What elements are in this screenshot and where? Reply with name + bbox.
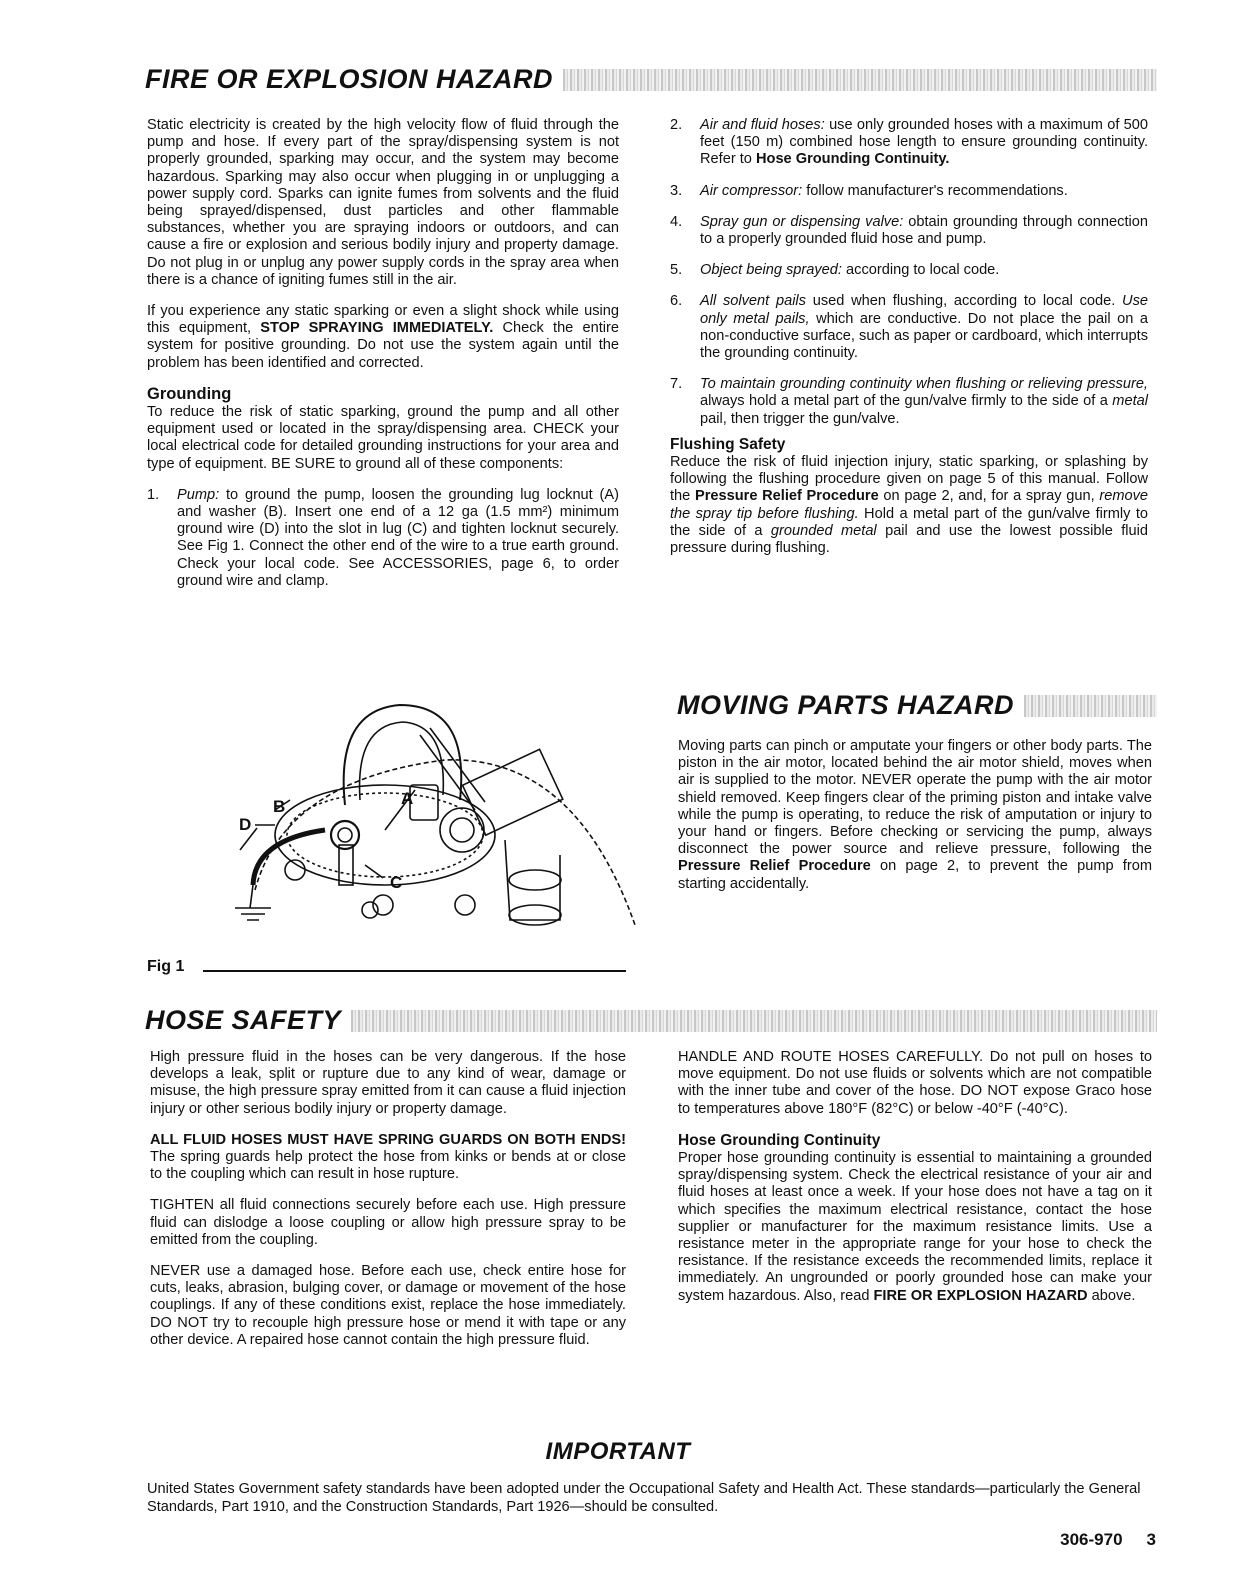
hose-right-column (678, 1049, 1152, 1319)
fire-hazard-title: FIRE OR EXPLOSION HAZARD (145, 64, 554, 94)
important-title: IMPORTANT (545, 1438, 691, 1465)
header-shading-bar (563, 69, 1157, 91)
tighten-paragraph: TIGHTEN all fluid connections securely before each use. High pressure fluid can dislodge a loose coupling or allow high pressure spray to be emitted from the coupling. (150, 1197, 626, 1248)
hose-grounding-continuity-heading: Hose Grounding Continuity (678, 1131, 881, 1149)
hose-left-column (150, 1049, 626, 1363)
page-number: 3 (1146, 1530, 1156, 1549)
hose-safety-title: HOSE SAFETY (145, 1005, 342, 1035)
important-paragraph: United States Government safety standards have been adopted under the Occupational Safety and Health Act. These standards—particularly the General Standards, Part 1910, and the Construction Standards, Part 1926—should be consulted. (147, 1481, 1141, 1515)
moving-parts-header (677, 690, 1157, 721)
fig1-label-a: A (401, 789, 414, 808)
header-shading-bar (1024, 695, 1157, 717)
fire-hazard-header (145, 64, 1157, 95)
moving-parts-paragraph: Moving parts can pinch or amputate your fingers or other body parts. The piston in the air motor, located behind the air motor shield, moves when air is supplied to the motor. NEVER operate the pump with the air motor shield removed. Keep fingers clear of the priming piston and intake valve while the pump is operating, to reduce the risk of amputation or injury to your hand or fingers. Before checking or servicing the pump, always disconnect the power source and relieve pressure, following the Pressure Relief Procedure on page 2, to prevent the pump from starting accidentally. (678, 738, 1152, 892)
fig1-label-d: D (239, 815, 252, 834)
page-footer (1060, 1530, 1156, 1550)
list-item: 5. Object being sprayed: according to local code. (670, 262, 1000, 279)
grounding-list-left (147, 487, 619, 590)
list-item: 4. Spray gun or dispensing valve: obtain grounding through connection to a properly grounded fluid hose and pump. (670, 213, 1148, 248)
spring-guards-paragraph: ALL FLUID HOSES MUST HAVE SPRING GUARDS ON BOTH ENDS! The spring guards help protect the hose from kinks or bends at or close to the coupling which can result in hose rupture. (150, 1131, 626, 1183)
fire-right-column (670, 117, 1148, 571)
document-number: 306-970 (1060, 1530, 1123, 1549)
moving-parts-column (678, 738, 1152, 907)
fig1-label-b: B (273, 797, 286, 816)
header-shading-bar (351, 1010, 1157, 1032)
hose-safety-header (145, 1005, 1157, 1036)
fig1-caption: Fig 1 (147, 958, 185, 975)
moving-parts-title: MOVING PARTS HAZARD (677, 690, 1015, 720)
fire-left-column (147, 117, 619, 604)
flushing-safety-heading: Flushing Safety (670, 435, 786, 453)
fig1-label-c: C (390, 873, 403, 892)
list-item: 2. Air and fluid hoses: use only grounded hoses with a maximum of 500 feet (150 m) combined hose length to ensure grounding continuity. Refer to Hose Grounding Continuity. (670, 117, 1148, 168)
list-item: 1. Pump: to ground the pump, loosen the grounding lug locknut (A) and washer (B). Insert one end of a 12 ga (1.5 mm²) minimum ground wire (D) into the slot in lug (C) and tighten locknut securely. See Fig 1. Connect the other end of the wire to a true earth ground. Check your local code. See ACCESSORIES, page 6, to order ground wire and clamp. (147, 486, 619, 589)
grounding-paragraph: To reduce the risk of static sparking, ground the pump and all other equipment used or located in the spray/dispensing area. CHECK your local electrical code for detailed grounding instructions for your area and type of equipment. BE SURE to ground all of these components: (147, 404, 619, 472)
hose-grounding-continuity-paragraph: Proper hose grounding continuity is essential to maintaining a grounded spray/dispensing system. Check the electrical resistance of your air and fluid hoses at least once a week. If your hose does not have a tag on it which specifies the maximum electrical resistance, contact the hose supplier or manufacturer for the maximum resistance limits. Use a resistance meter in the appropriate range for your hose to check the resistance. If the resistance exceeds the recommended limits, replace it immediately. An ungrounded or poorly grounded hose can make your system hazardous. Also, read FIRE OR EXPLOSION HAZARD above. (678, 1150, 1152, 1304)
hose-danger-paragraph: High pressure fluid in the hoses can be very dangerous. If the hose develops a leak, split or rupture due to any kind of wear, damage or misuse, the high pressure spray emitted from it can cause a fluid injection injury or other serious bodily injury or property damage. (150, 1049, 626, 1117)
fig1-pump-grounding-illustration (215, 700, 645, 945)
stop-spraying-warning: STOP SPRAYING IMMEDIATELY. (260, 320, 494, 337)
static-shock-paragraph: If you experience any static sparking or even a slight shock while using this equipment, STOP SPRAYING IMMEDIATELY. Check the entire system for positive grounding. Do not use the system again until the problem has been identified and corrected. (147, 303, 619, 371)
list-item: 7. To maintain grounding continuity when flushing or relieving pressure, always hold a metal part of the gun/valve firmly to the side of a metal pail, then trigger the gun/valve. (670, 376, 1148, 427)
list-item: 6. All solvent pails used when flushing, according to local code. Use only metal pails, which are conductive. Do not place the pail on a non-conductive surface, such as paper or cardboard, which interrupts the grounding continuity. (670, 293, 1149, 362)
handle-route-paragraph: HANDLE AND ROUTE HOSES CAREFULLY. Do not pull on hoses to move equipment. Do not use fluids or solvents which are not compatible with the inner tube and cover of the hose. DO NOT expose Graco hose to temperatures above 180°F (82°C) or below -40°F (-40°C). (678, 1049, 1152, 1117)
list-item: 3. Air compressor: follow manufacturer's recommendations. (670, 182, 1068, 199)
damaged-hose-paragraph: NEVER use a damaged hose. Before each use, check entire hose for cuts, leaks, abrasion, bulging cover, or damage or movement of the hose couplings. If any of these conditions exist, replace the hose immediately. DO NOT try to recouple high pressure hose or mend it with tape or any other device. A repaired hose cannot contain the high pressure fluid. (150, 1263, 626, 1348)
fig1-rule (203, 970, 626, 972)
flushing-safety-paragraph: Reduce the risk of fluid injection injury, static sparking, or splashing by following the flushing procedure given on page 5 of this manual. Follow the Pressure Relief Procedure on page 2, and, for a spray gun, remove the spray tip before flushing. Hold a metal part of the gun/valve firmly to the side of a grounded metal pail and use the lowest possible fluid pressure during flushing. (670, 454, 1149, 557)
grounding-list-right (670, 117, 1148, 428)
grounding-heading: Grounding (147, 384, 232, 403)
fire-intro-paragraph: Static electricity is created by the high velocity flow of fluid through the pump and hose. If every part of the spray/dispensing system is not properly grounded, sparking may occur, and the system may become hazardous. Sparking may also occur when plugging in or unplugging a power supply cord. Sparks can ignite fumes from solvents and the fluid being sprayed/dispensed, dust particles and other flammable substances, whether you are spraying indoors or outdoors, and can cause a fire or explosion and serious bodily injury and property damage. Do not plug in or unplug any power supply cords in the spray area when there is a chance of igniting fumes still in the air. (147, 117, 619, 288)
